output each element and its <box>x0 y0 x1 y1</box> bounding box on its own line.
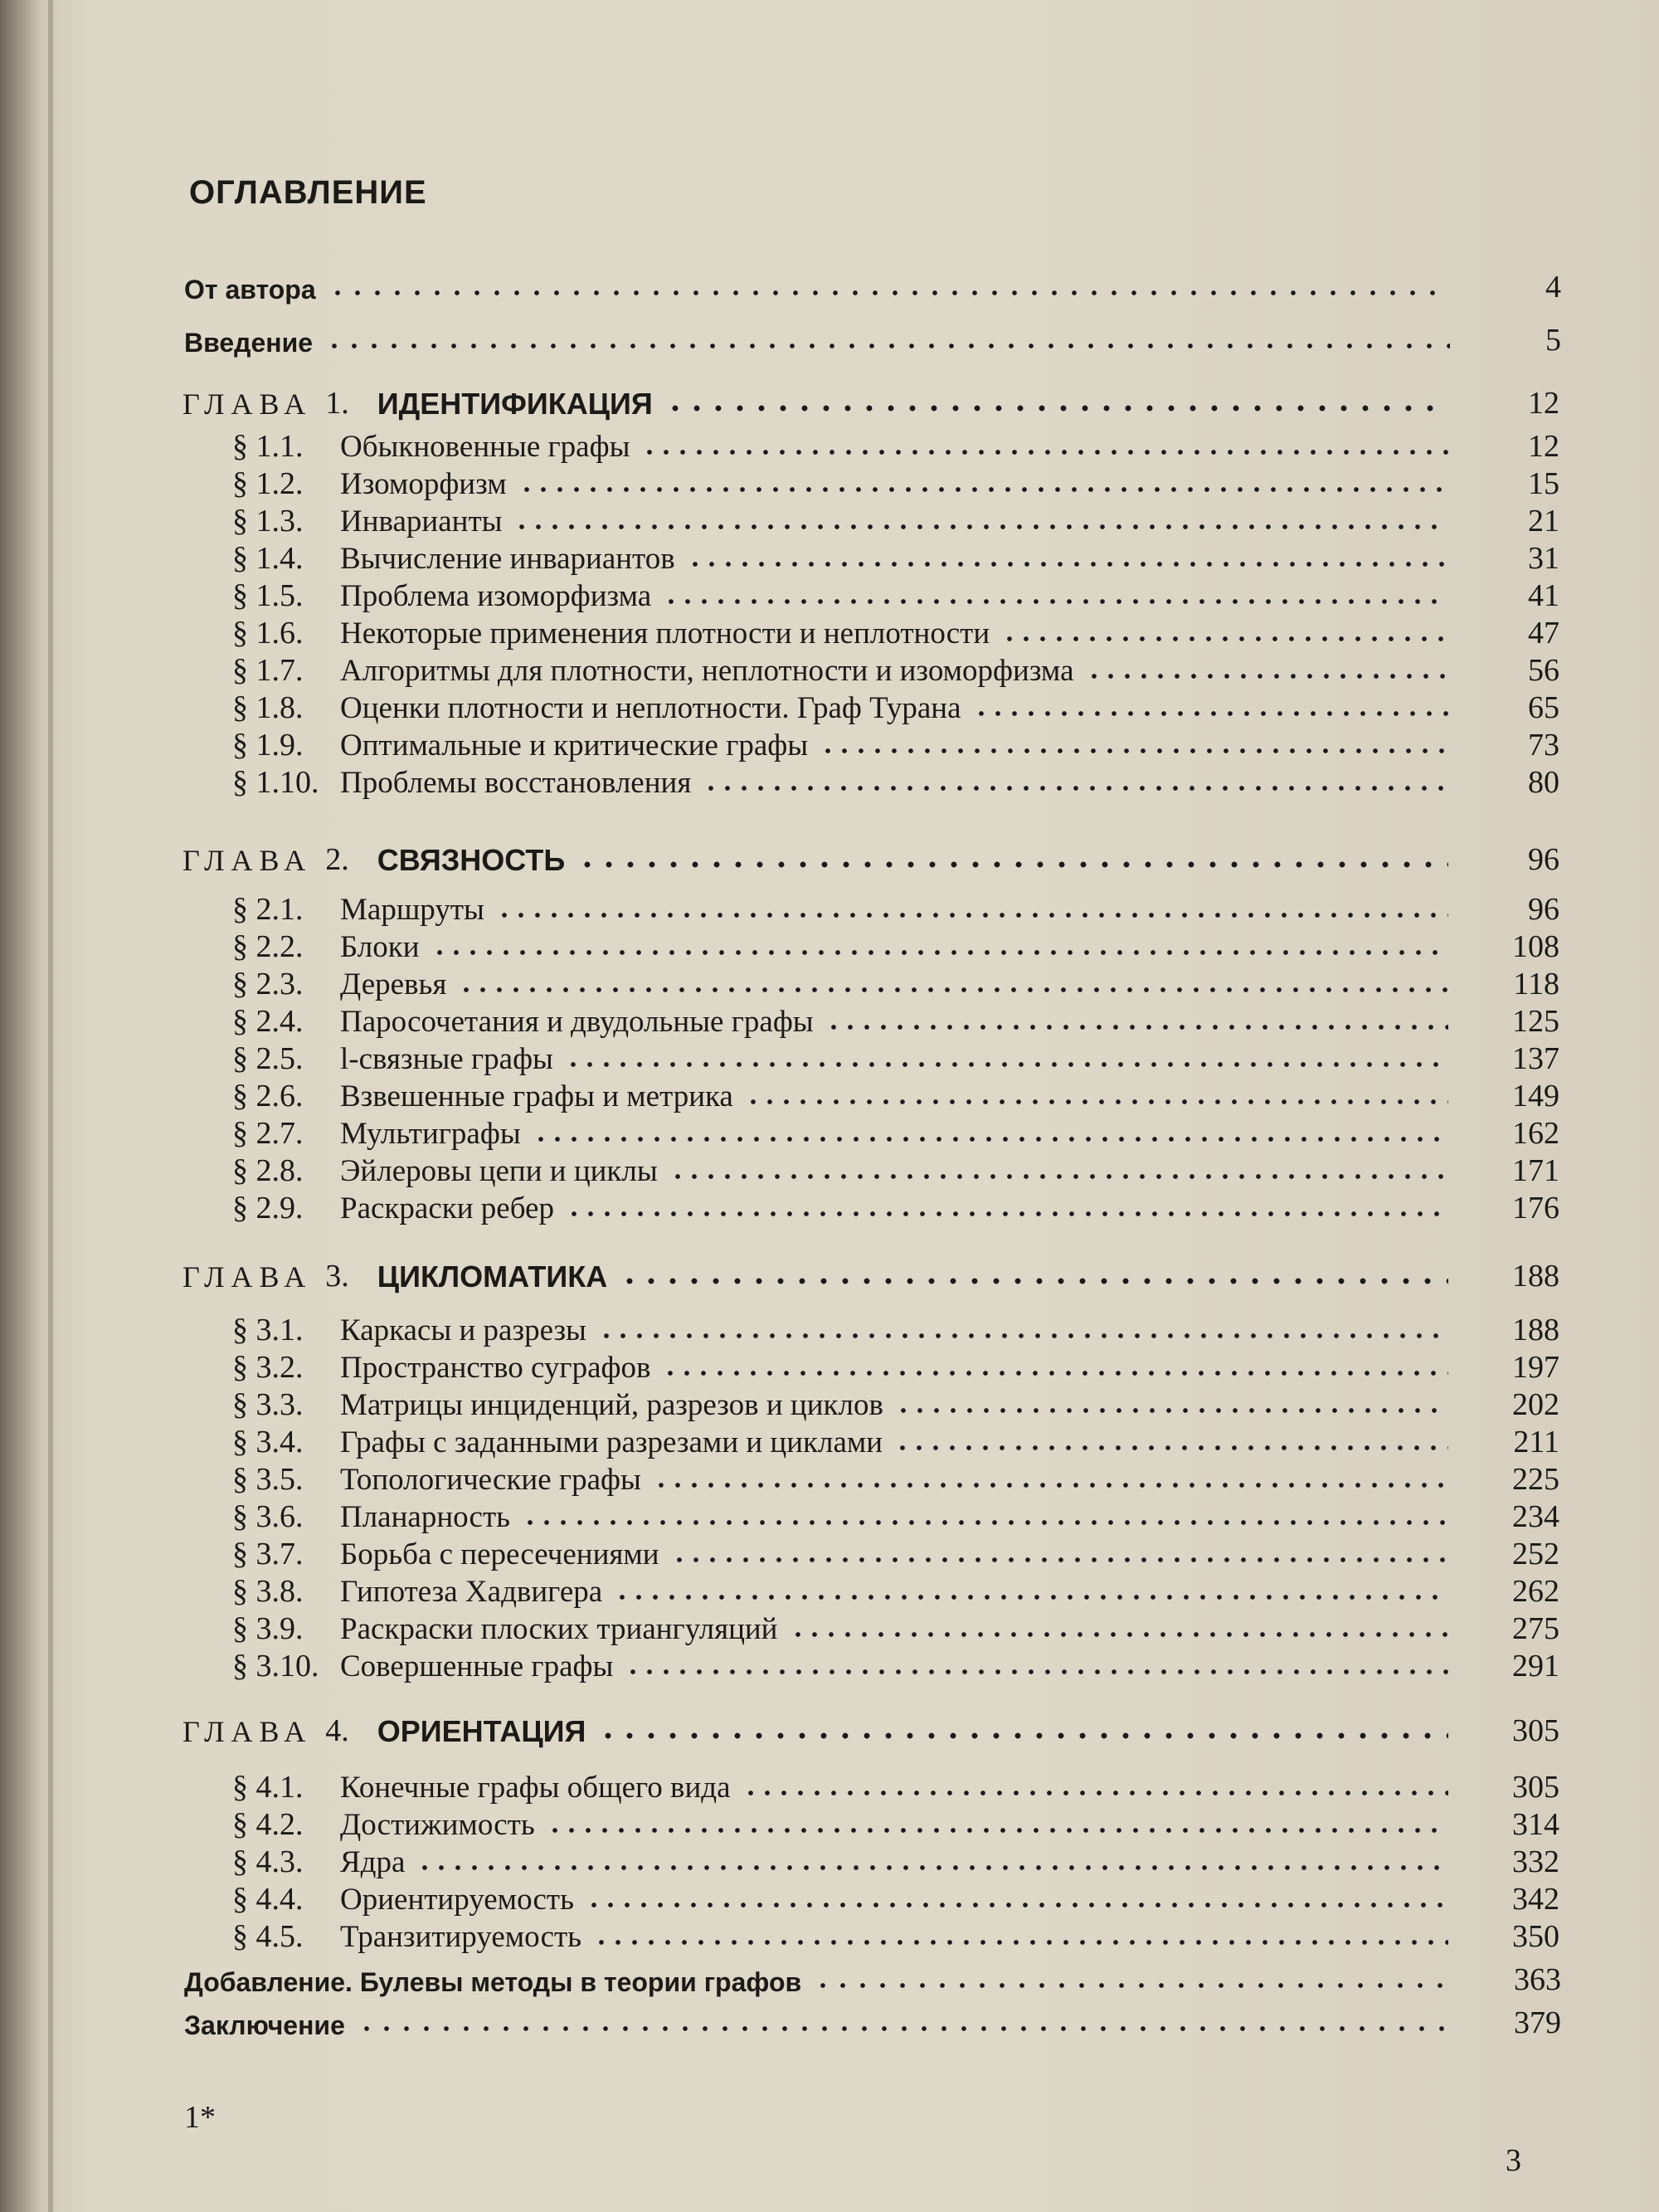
page-ref: 171 <box>1512 1153 1559 1188</box>
section-number: § 1.4. <box>232 541 304 576</box>
toc-section-row <box>182 1419 1559 1460</box>
chapter-title: ОРИЕНТАЦИЯ <box>377 1714 586 1748</box>
section-number: § 2.7. <box>232 1116 304 1151</box>
page-ref: 252 <box>1512 1537 1559 1571</box>
section-number: § 4.5. <box>232 1919 304 1954</box>
section-number: § 2.5. <box>232 1041 304 1076</box>
section-number: § 3.7. <box>232 1537 304 1571</box>
section-number: § 1.2. <box>232 466 304 501</box>
toc-section-row <box>182 610 1559 651</box>
page-ref: 225 <box>1512 1462 1559 1497</box>
dot-leader <box>669 1172 1448 1181</box>
section-title: Раскраски ребер <box>340 1191 554 1225</box>
toc-front-row <box>184 1956 1561 1998</box>
section-title: Конечные графы общего вида <box>340 1771 731 1805</box>
page-ref: 211 <box>1513 1425 1559 1459</box>
section-number: § 2.3. <box>232 967 304 1001</box>
signature-mark: 1* <box>184 2100 216 2135</box>
section-title: Раскраски плоских триангуляций <box>340 1612 778 1646</box>
section-number: § 1.1. <box>232 429 304 464</box>
toc-section-row <box>182 923 1559 965</box>
page-ref: 379 <box>1514 2005 1561 2040</box>
section-title: Достижимость <box>340 1808 535 1842</box>
dot-leader <box>586 1901 1448 1909</box>
dot-leader <box>324 342 1450 350</box>
section-title: Транзитируемость <box>340 1920 582 1954</box>
toc-section-row <box>182 1876 1559 1917</box>
section-number: § 3.5. <box>232 1462 304 1497</box>
page-ref: 80 <box>1528 765 1559 800</box>
toc-section-row <box>182 1605 1559 1647</box>
toc-section-row <box>182 1801 1559 1843</box>
toc-section-row <box>182 685 1559 726</box>
toc-section-row <box>182 1035 1559 1077</box>
entry-title: Заключение <box>184 2010 345 2040</box>
section-number: § 3.4. <box>232 1425 304 1459</box>
toc-section-row <box>182 961 1559 1002</box>
section-number: § 4.2. <box>232 1807 304 1842</box>
page-ref: 162 <box>1512 1116 1559 1151</box>
entry-title: Введение <box>184 328 314 358</box>
section-number: § 2.2. <box>232 929 304 964</box>
page-ref: 188 <box>1512 1313 1559 1347</box>
section-number: § 2.8. <box>232 1153 304 1188</box>
section-title: Пространство суграфов <box>340 1351 651 1385</box>
section-title: Алгоритмы для плотности, неплотности и изоморфизма <box>340 654 1074 688</box>
dot-leader <box>973 709 1448 718</box>
page-ref: 56 <box>1528 653 1559 688</box>
toc-section-row <box>182 1531 1559 1572</box>
section-number: § 3.6. <box>232 1499 304 1534</box>
section-number: § 4.3. <box>232 1844 304 1879</box>
toc-section-row <box>182 1493 1559 1535</box>
toc-section-row <box>182 1456 1559 1498</box>
dot-leader <box>825 1023 1448 1031</box>
dot-leader <box>518 485 1448 494</box>
toc-section-row <box>182 759 1559 801</box>
section-number: § 3.3. <box>232 1387 304 1422</box>
section-number: § 4.1. <box>232 1770 304 1805</box>
dot-leader <box>671 1556 1448 1564</box>
chapter-prefix: ГЛАВА <box>182 1715 313 1748</box>
dot-leader <box>663 597 1448 606</box>
chapter-number: 3. <box>325 1259 349 1294</box>
section-title: Проблема изоморфизма <box>340 579 652 613</box>
section-number: § 1.6. <box>232 616 304 650</box>
section-number: § 1.3. <box>232 504 304 538</box>
toc-section-row <box>182 1913 1559 1955</box>
toc-title: ОГЛАВЛЕНИЕ <box>189 174 427 211</box>
dot-leader <box>597 1731 1448 1741</box>
toc-section-row <box>182 572 1559 614</box>
section-title: Некоторые применения плотности и неплотности <box>340 616 990 650</box>
toc-section-row <box>182 1110 1559 1152</box>
toc-section-row <box>182 998 1559 1040</box>
toc-section-row <box>182 1764 1559 1805</box>
page-ref: 262 <box>1512 1574 1559 1609</box>
page-ref: 12 <box>1528 386 1559 421</box>
dot-leader <box>894 1444 1448 1452</box>
dot-leader <box>431 948 1449 957</box>
toc-section-row <box>182 1643 1559 1684</box>
dot-leader <box>598 1332 1448 1340</box>
section-title: Изоморфизм <box>340 467 507 501</box>
toc-front-row <box>184 2000 1561 2041</box>
toc-section-row <box>182 498 1559 539</box>
section-title: Вычисление инвариантов <box>340 542 675 576</box>
page-ref: 21 <box>1528 504 1559 538</box>
page-ref: 15 <box>1528 466 1559 501</box>
section-title: Оценки плотности и неплотности. Граф Турана <box>340 691 961 725</box>
dot-leader <box>565 1060 1448 1069</box>
dot-leader <box>790 1630 1449 1639</box>
page-fold-shadow <box>48 0 53 2212</box>
section-title: Оптимальные и критические графы <box>340 728 809 763</box>
toc-section-row <box>182 722 1559 763</box>
section-title: Маршруты <box>340 893 484 927</box>
section-number: § 3.2. <box>232 1350 304 1385</box>
toc-section-row <box>182 886 1559 928</box>
page-ref: 305 <box>1512 1713 1559 1748</box>
page-ref: 202 <box>1512 1387 1559 1422</box>
section-title: Графы с заданными разрезами и циклами <box>340 1425 883 1459</box>
page-ref: 137 <box>1512 1041 1559 1076</box>
page-ref: 108 <box>1512 929 1559 964</box>
section-title: Паросочетания и двудольные графы <box>340 1005 814 1039</box>
page-ref: 73 <box>1528 728 1559 763</box>
page-ref: 149 <box>1512 1079 1559 1113</box>
page-ref: 314 <box>1512 1807 1559 1842</box>
page-ref: 188 <box>1512 1259 1559 1294</box>
section-number: § 2.1. <box>232 892 304 927</box>
toc-section-row <box>182 1147 1559 1189</box>
page-ref: 65 <box>1528 690 1559 725</box>
dot-leader <box>813 1981 1450 1990</box>
page-number: 3 <box>1506 2143 1521 2178</box>
section-number: § 4.4. <box>232 1882 304 1917</box>
page-ref: 12 <box>1528 429 1559 464</box>
dot-leader <box>357 2024 1450 2033</box>
chapter-prefix: ГЛАВА <box>182 1260 313 1294</box>
toc-section-row <box>182 1381 1559 1423</box>
dot-leader <box>522 1518 1448 1527</box>
dot-leader <box>614 1593 1448 1601</box>
page-ref: 4 <box>1545 270 1561 305</box>
section-title: Матрицы инциденций, разрезов и циклов <box>340 1388 883 1422</box>
section-title: Борьба с пересечениями <box>340 1537 659 1571</box>
toc-section-row <box>182 1344 1559 1386</box>
toc-chapter-row <box>182 1708 1559 1749</box>
section-number: § 1.8. <box>232 690 304 725</box>
section-title: Топологические графы <box>340 1463 641 1497</box>
section-number: § 1.10. <box>232 765 319 800</box>
toc-chapter-row <box>182 380 1559 421</box>
dot-leader <box>664 403 1448 413</box>
dot-leader <box>625 1668 1448 1676</box>
entry-title: От автора <box>184 275 316 305</box>
section-title: Гипотеза Хадвигера <box>340 1575 603 1609</box>
section-title: Деревья <box>340 967 447 1001</box>
toc-section-row <box>182 1185 1559 1226</box>
page-ref: 125 <box>1512 1004 1559 1039</box>
page-ref: 47 <box>1528 616 1559 650</box>
section-title: Совершенные графы <box>340 1649 614 1683</box>
section-title: Обыкновенные графы <box>340 430 630 464</box>
dot-leader <box>653 1481 1448 1489</box>
page-ref: 305 <box>1512 1770 1559 1805</box>
toc-section-row <box>182 423 1559 465</box>
toc-section-row <box>182 647 1559 689</box>
toc-section-row <box>182 1568 1559 1610</box>
dot-leader <box>416 1864 1448 1872</box>
dot-leader <box>1001 635 1448 643</box>
chapter-number: 2. <box>325 842 349 877</box>
dot-leader <box>547 1826 1448 1834</box>
chapter-number: 4. <box>325 1713 349 1748</box>
toc-section-row <box>182 460 1559 502</box>
page-ref: 96 <box>1528 842 1559 877</box>
dot-leader <box>566 1210 1448 1218</box>
toc-section-row <box>182 1839 1559 1880</box>
entry-title: Добавление. Булевы методы в теории графов <box>184 1967 802 1997</box>
toc-chapter-row <box>182 1253 1559 1294</box>
section-title: Инварианты <box>340 504 503 538</box>
chapter-title: ЦИКЛОМАТИКА <box>377 1259 608 1294</box>
toc-section-row <box>182 535 1559 577</box>
dot-leader <box>619 1276 1448 1286</box>
section-number: § 2.9. <box>232 1191 304 1225</box>
toc-section-row <box>182 1073 1559 1114</box>
dot-leader <box>895 1406 1448 1415</box>
section-number: § 3.9. <box>232 1611 304 1646</box>
section-number: § 3.1. <box>232 1313 304 1347</box>
dot-leader <box>1086 672 1449 680</box>
section-number: § 1.9. <box>232 728 304 763</box>
toc-front-row <box>184 264 1561 305</box>
section-title: Эйлеровы цепи и циклы <box>340 1154 658 1188</box>
page-ref: 363 <box>1514 1962 1561 1997</box>
page-ref: 176 <box>1512 1191 1559 1225</box>
section-title: Планарность <box>340 1500 511 1534</box>
section-title: Взвешенные графы и метрика <box>340 1079 733 1113</box>
section-title: Ядра <box>340 1845 406 1879</box>
dot-leader <box>496 911 1448 919</box>
dot-leader <box>328 289 1450 297</box>
chapter-prefix: ГЛАВА <box>182 844 313 877</box>
toc-front-row <box>184 317 1561 358</box>
page-ref: 275 <box>1512 1611 1559 1646</box>
dot-leader <box>513 523 1448 531</box>
section-number: § 3.10. <box>232 1649 319 1683</box>
dot-leader <box>820 747 1448 755</box>
page-ref: 342 <box>1512 1882 1559 1917</box>
toc-section-row <box>182 1307 1559 1348</box>
dot-leader <box>662 1369 1448 1377</box>
dot-leader <box>703 784 1448 792</box>
chapter-prefix: ГЛАВА <box>182 387 313 421</box>
toc-chapter-row <box>182 836 1559 878</box>
page-ref: 234 <box>1512 1499 1559 1534</box>
section-number: § 1.7. <box>232 653 304 688</box>
dot-leader <box>593 1938 1448 1946</box>
dot-leader <box>577 860 1448 870</box>
section-number: § 1.5. <box>232 578 304 613</box>
chapter-number: 1. <box>325 386 349 421</box>
section-title: l-связные графы <box>340 1042 553 1076</box>
dot-leader <box>533 1135 1448 1143</box>
page-ref: 197 <box>1512 1350 1559 1385</box>
section-number: § 2.6. <box>232 1079 304 1113</box>
page-ref: 5 <box>1545 323 1561 358</box>
dot-leader <box>745 1098 1448 1106</box>
page-ref: 31 <box>1528 541 1559 576</box>
dot-leader <box>458 986 1448 994</box>
chapter-title: ИДЕНТИФИКАЦИЯ <box>377 387 653 421</box>
section-number: § 2.4. <box>232 1004 304 1039</box>
dot-leader <box>687 560 1448 568</box>
page-ref: 118 <box>1513 967 1559 1001</box>
section-title: Проблемы восстановления <box>340 766 692 800</box>
chapter-title: СВЯЗНОСТЬ <box>377 843 566 877</box>
page-ref: 332 <box>1512 1844 1559 1879</box>
page-ref: 291 <box>1512 1649 1559 1683</box>
section-title: Мультиграфы <box>340 1117 521 1151</box>
dot-leader <box>742 1789 1448 1797</box>
section-number: § 3.8. <box>232 1574 304 1609</box>
section-title: Ориентируемость <box>340 1883 574 1917</box>
page-ref: 41 <box>1528 578 1559 613</box>
page-ref: 96 <box>1528 892 1559 927</box>
section-title: Блоки <box>340 930 420 964</box>
dot-leader <box>641 448 1448 456</box>
section-title: Каркасы и разрезы <box>340 1313 586 1347</box>
page-ref: 350 <box>1512 1919 1559 1954</box>
